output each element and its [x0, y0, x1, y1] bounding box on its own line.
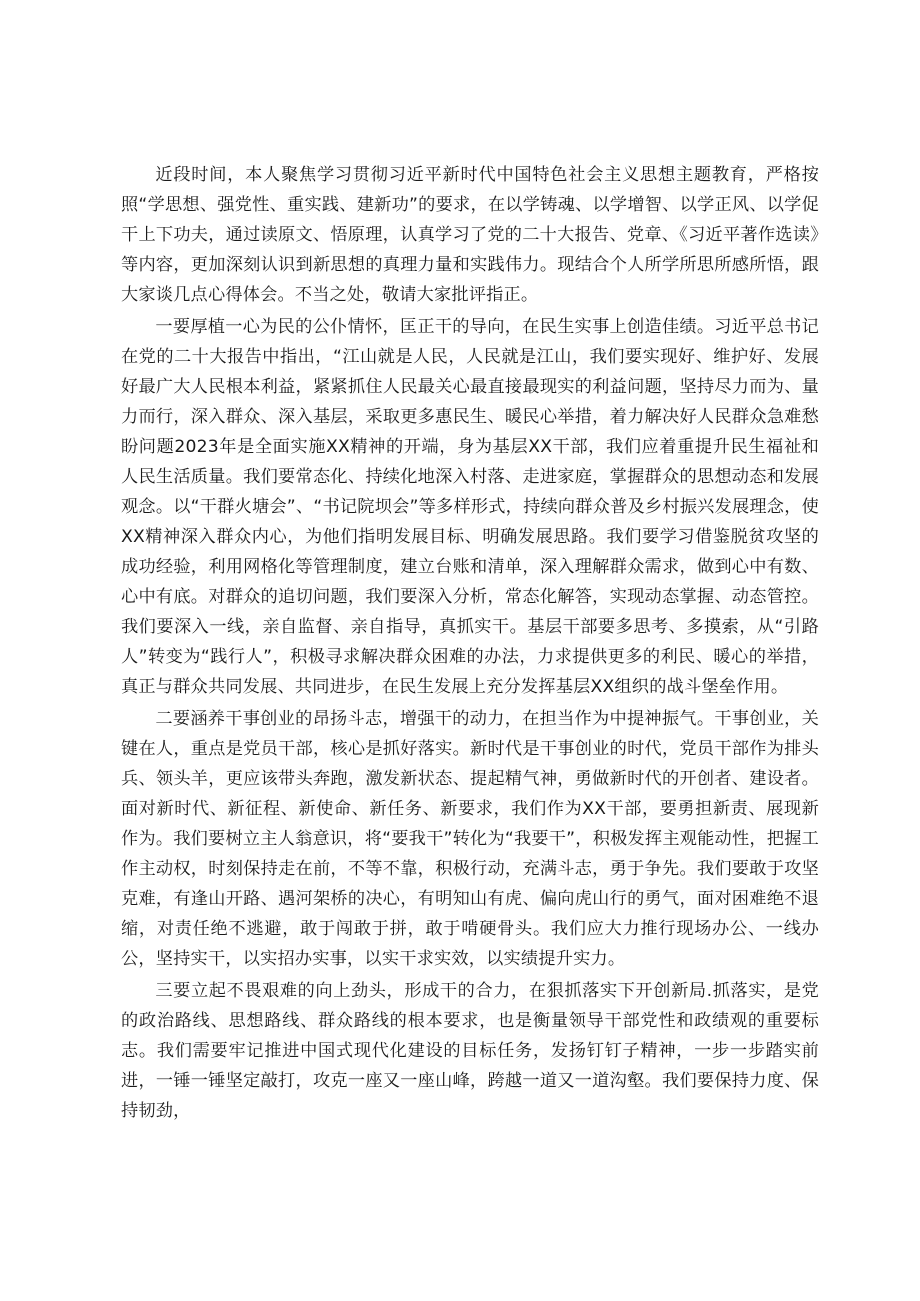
paragraph-point-one: 一要厚植一心为民的公仆情怀，匡正干的导向，在民生实事上创造佳绩。习近平总书记在党的二十大报告中指出，“江山就是人民，人民就是江山，我们要实现好、维护好、发展好最广大人民根本利益，紧紧抓住人民最关心最直接最现实的利益问题，坚持尽力而为、量力而行，深入群众、深入基层，采取更多惠民生、暖民心举措，着力解决好人民群众急难愁盼问题2023年是全面实施XX精神的开端，身为基层XX干部，我们应着重提升民生福祉和人民生活质量。我们要常态化、持续化地深入村落、走进家庭，掌握群众的思想动态和发展观念。以“干群火塘会”、“书记院坝会”等多样形式，持续向群众普及乡村振兴发展理念，使XX精神深入群众内心，为他们指明发展目标、明确发展思路。我们要学习借鉴脱贫攻坚的成功经验，利用网格化等管理制度，建立台账和清单，深入理解群众需求，做到心中有数、心中有底。对群众的追切问题，我们要深入分析，常态化解答，实现动态掌握、动态管控。我们要深入一线，亲自监督、亲自指导，真抓实干。基层干部要多思考、多摸索，从“引路人”转变为“践行人”，积极寻求解决群众困难的办法，力求提供更多的利民、暖心的举措，真正与群众共同发展、共同进步，在民生发展上充分发挥基层XX组织的战斗堡垒作用。 — [121, 317, 819, 697]
paragraph-intro: 近段时间，本人聚焦学习贯彻习近平新时代中国特色社会主义思想主题教育，严格按照“学思想、强党性、重实践、建新功”的要求，在以学铸魂、以学增智、以学正风、以学促干上下功夫，通过读原文、悟原理，认真学习了党的二十大报告、党章、《习近平著作选读》等内容，更加深刻认识到新思想的真理力量和实践伟力。现结合个人所学所思所感所悟，跟大家谈几点心得体会。不当之处，敬请大家批评指正。 — [121, 165, 819, 305]
document-body — [121, 160, 819, 1128]
paragraph-point-two: 二要涵养干事创业的昂扬斗志，增强干的动力，在担当作为中提神振气。干事创业，关键在人，重点是党员干部，核心是抓好落实。新时代是干事创业的时代，党员干部作为排头兵、领头羊，更应该带头奔跑，激发新状态、提起精气神，勇做新时代的开创者、建设者。面对新时代、新征程、新使命、新任务、新要求，我们作为XX干部，要勇担新责、展现新作为。我们要树立主人翁意识，将“要我干”转化为“我要干”，积极发挥主观能动性，把握工作主动权，时刻保持走在前，不等不靠，积极行动，充满斗志，勇于争先。我们要敢于攻坚克难，有逢山开路、遇河架桥的决心，有明知山有虎、偏向虎山行的勇气，面对困难绝不退缩，对责任绝不逃避，敢于闯敢于拼，敢于啃硬骨头。我们应大力推行现场办公、一线办公，坚持实干，以实招办实事，以实干求实效，以实绩提升实力。 — [121, 709, 819, 969]
paragraph-point-three: 三要立起不畏艰难的向上劲头，形成干的合力，在狠抓落实下开创新局.抓落实，是党的政治路线、思想路线、群众路线的根本要求，也是衡量领导干部党性和政绩观的重要标志。我们需要牢记推进中国式现代化建设的目标任务，发扬钉钉子精神，一步一步踏实前进，一锤一锤坚定敲打，攻克一座又一座山峰，跨越一道又一道沟壑。我们要保持力度、保持韧劲， — [121, 981, 819, 1121]
